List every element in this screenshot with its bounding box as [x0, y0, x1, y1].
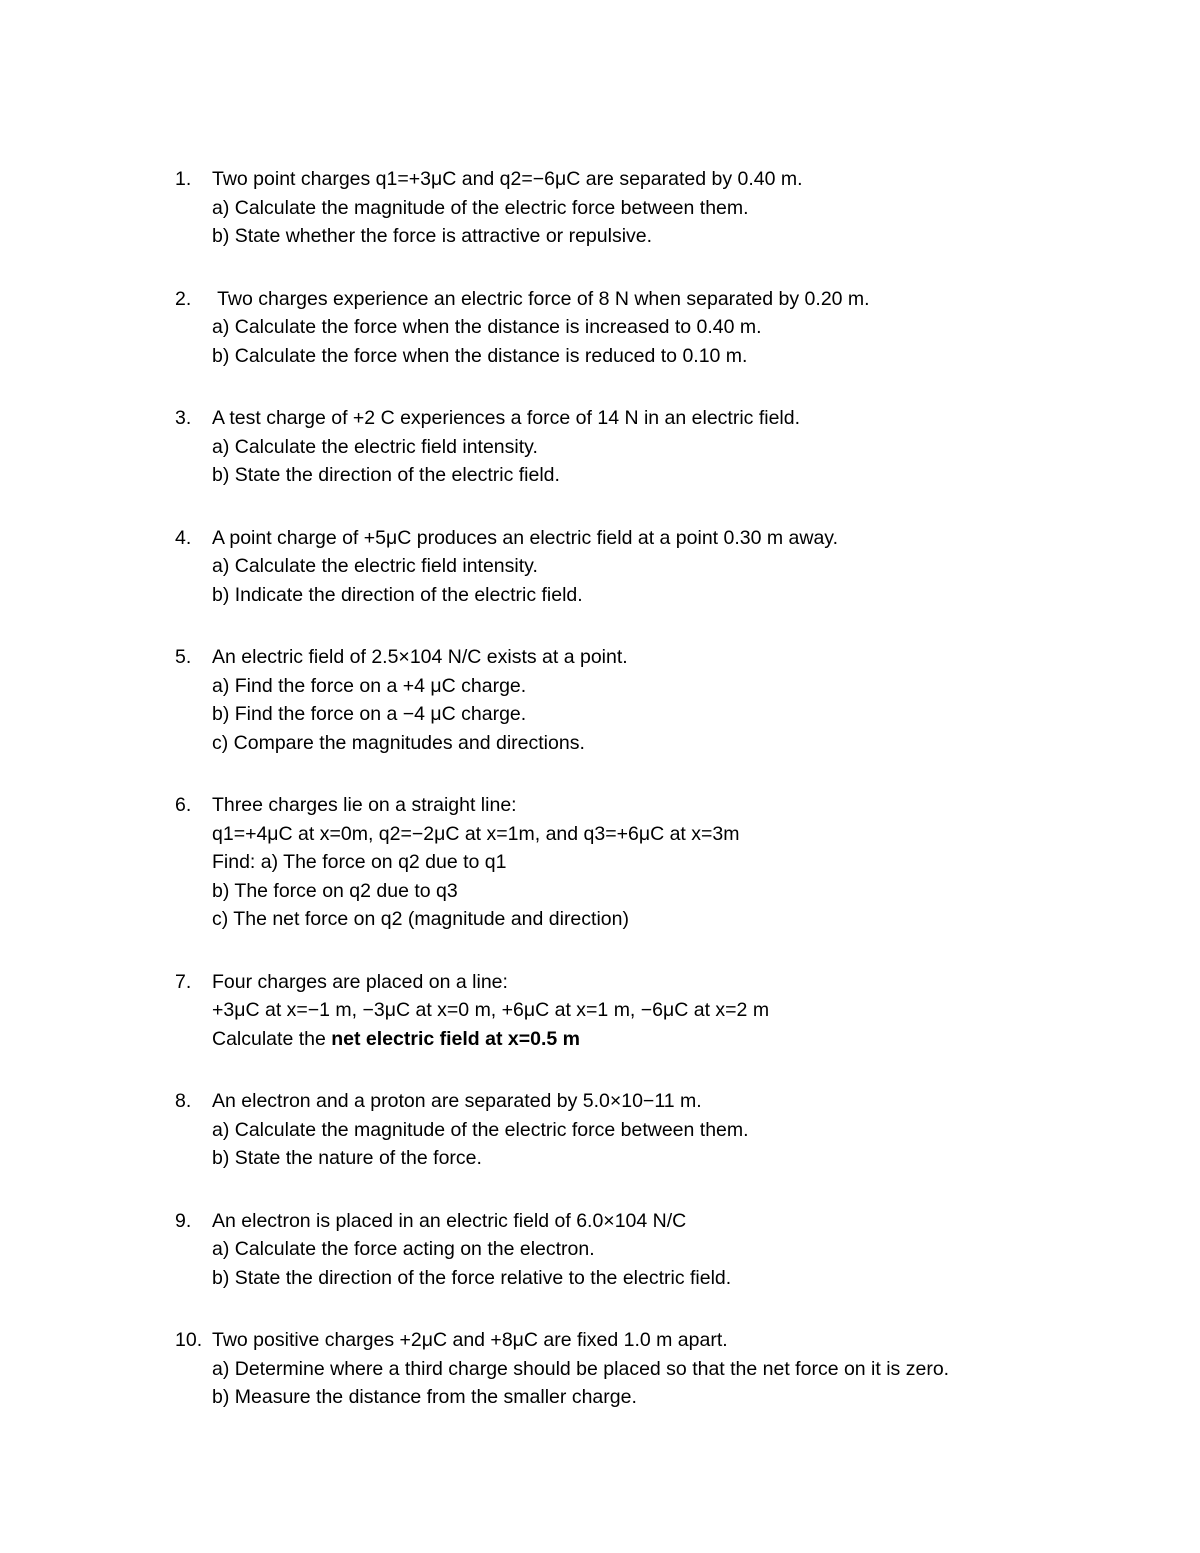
question-text: Two point charges q1=+3μC and q2=−6μC are separated by 0.40 m.	[212, 168, 803, 190]
question-part: a) Determine where a third charge should be placed so that the net force on it is zero.	[212, 1357, 950, 1380]
question-line	[0, 968, 1200, 997]
question-part: b) State whether the force is attractive or repulsive.	[212, 225, 653, 247]
question-line	[0, 1025, 1200, 1054]
question-7	[0, 968, 1200, 1054]
question-line	[0, 194, 1200, 223]
question-text: A test charge of +2 C experiences a force of 14 N in an electric field.	[212, 407, 801, 429]
question-list	[0, 165, 1200, 1446]
question-line	[0, 700, 1200, 729]
question-line	[0, 820, 1200, 849]
question-line	[0, 1383, 1200, 1412]
question-10	[0, 1326, 1200, 1412]
question-line	[0, 313, 1200, 342]
question-line	[0, 165, 1200, 194]
question-number: 8.	[175, 1090, 192, 1112]
question-part: a) Calculate the force when the distance is increased to 0.40 m.	[212, 316, 762, 338]
question-part	[212, 1025, 580, 1054]
question-number: 3.	[175, 407, 192, 429]
question-text: An electric field of 2.5×104 N/C exists at a point.	[212, 646, 628, 668]
question-text: A point charge of +5μC produces an electric field at a point 0.30 m away.	[212, 526, 839, 549]
question-part: c) Compare the magnitudes and directions.	[212, 731, 585, 754]
question-line	[0, 1087, 1200, 1116]
question-line	[0, 1235, 1200, 1264]
question-number: 9.	[175, 1209, 192, 1232]
question-1	[0, 165, 1200, 251]
question-text: Four charges are placed on a line:	[212, 970, 508, 993]
question-part: Find: a) The force on q2 due to q1	[212, 851, 507, 873]
question-part: b) Measure the distance from the smaller charge.	[212, 1386, 637, 1408]
question-part: q1=+4μC at x=0m, q2=−2μC at x=1m, and q3=+6μC at x=3m	[212, 822, 740, 845]
question-line	[0, 729, 1200, 758]
question-part: a) Calculate the magnitude of the electric force between them.	[212, 196, 749, 219]
question-number: 6.	[175, 794, 192, 816]
question-number: 7.	[175, 970, 192, 993]
question-line	[0, 905, 1200, 934]
question-part: b) Find the force on a −4 μC charge.	[212, 703, 527, 725]
question-3	[0, 404, 1200, 490]
question-line	[0, 285, 1200, 314]
question-line	[0, 222, 1200, 251]
question-part: a) Calculate the electric field intensity.	[212, 435, 538, 458]
question-part: b) State the nature of the force.	[212, 1147, 482, 1169]
question-line	[0, 672, 1200, 701]
question-line	[0, 791, 1200, 820]
question-text: An electron is placed in an electric field of 6.0×104 N/C	[212, 1209, 687, 1232]
question-part: a) Find the force on a +4 μC charge.	[212, 674, 527, 697]
question-line	[0, 552, 1200, 581]
question-part: c) The net force on q2 (magnitude and direction)	[212, 908, 629, 930]
question-line	[0, 342, 1200, 371]
question-line	[0, 404, 1200, 433]
question-5	[0, 643, 1200, 757]
question-part: b) The force on q2 due to q3	[212, 879, 458, 902]
question-part-prefix: Calculate the	[212, 1027, 332, 1050]
question-part: +3μC at x=−1 m, −3μC at x=0 m, +6μC at x=1 m, −6μC at x=2 m	[212, 999, 770, 1021]
question-text: Two charges experience an electric force of 8 N when separated by 0.20 m.	[212, 287, 870, 310]
question-line	[0, 461, 1200, 490]
question-line	[0, 1264, 1200, 1293]
question-number: 5.	[175, 646, 192, 668]
question-4	[0, 524, 1200, 610]
question-line	[0, 1207, 1200, 1236]
question-part: b) State the direction of the force relative to the electric field.	[212, 1266, 732, 1289]
question-line	[0, 433, 1200, 462]
question-line	[0, 1326, 1200, 1355]
question-6	[0, 791, 1200, 934]
question-2	[0, 285, 1200, 371]
question-9	[0, 1207, 1200, 1293]
question-part: a) Calculate the magnitude of the electric force between them.	[212, 1118, 749, 1141]
question-part-emphasis: net electric field at x=0.5 m	[331, 1027, 580, 1050]
question-part: b) Calculate the force when the distance is reduced to 0.10 m.	[212, 344, 748, 367]
question-line	[0, 581, 1200, 610]
question-line	[0, 877, 1200, 906]
question-part: b) State the direction of the electric field.	[212, 464, 560, 486]
question-part: a) Calculate the force acting on the electron.	[212, 1238, 595, 1260]
question-part: a) Calculate the electric field intensity.	[212, 555, 538, 577]
question-line	[0, 1355, 1200, 1384]
question-number: 1.	[175, 168, 192, 190]
question-line	[0, 1144, 1200, 1173]
question-part: b) Indicate the direction of the electric field.	[212, 583, 583, 606]
question-text: An electron and a proton are separated by 5.0×10−11 m.	[212, 1090, 702, 1112]
question-number: 10.	[175, 1329, 203, 1351]
question-text: Two positive charges +2μC and +8μC are fixed 1.0 m apart.	[212, 1329, 728, 1351]
question-number: 2.	[175, 287, 192, 310]
question-number: 4.	[175, 526, 192, 549]
question-line	[0, 643, 1200, 672]
question-line	[0, 524, 1200, 553]
question-line	[0, 996, 1200, 1025]
question-text: Three charges lie on a straight line:	[212, 794, 517, 816]
question-line	[0, 1116, 1200, 1145]
question-8	[0, 1087, 1200, 1173]
question-line	[0, 848, 1200, 877]
